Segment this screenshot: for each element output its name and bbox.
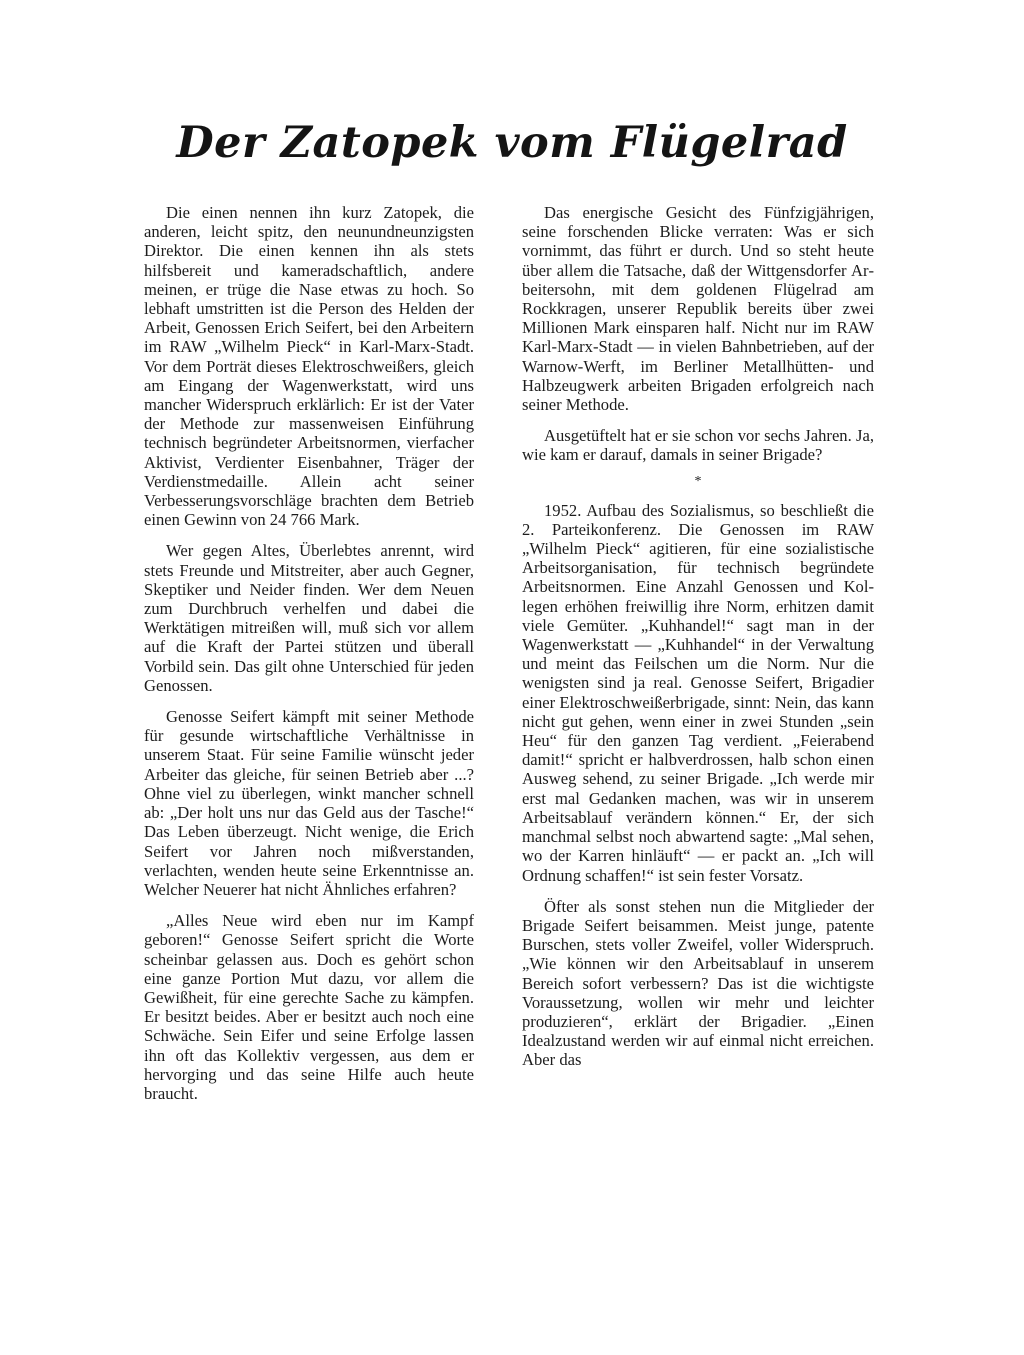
paragraph: Wer gegen Altes, Überlebtes anrennt, wird stets Freunde und Mitstreiter, aber auch Gegner, Skeptiker und Neider finden. Wer dem Neuen zum Durchbruch verhelfen und dabei die Werktätigen mitreißen will, muß sich vor allem auf die Kraft der Partei stützen und überall Vorbild sein. Das gilt ohne Unterschied für jeden Genossen. [144, 541, 474, 695]
paragraph: Das energische Gesicht des Fünfzigjährigen, seine forschenden Blicke verraten: Was er sich vornimmt, das führt er durch. Und so steht heute über allem die Tatsache, daß der Wittgensdorfer Arbeitersohn, mit dem goldenen Flügelrad am Rockkragen, unserer Republik bereits über zwei Millionen Mark einsparen half. Nicht nur im RAW Karl-Marx-Stadt — in vielen Bahnbetrieben, auf der Warnow-Werft, im Berliner Metallhütten- und Halbzeugwerk arbeiten Brigaden erfolgreich nach seiner Methode. [522, 203, 874, 415]
paragraph: Die einen nennen ihn kurz Zatopek, die anderen, leicht spitz, den neunundneunzigsten Direktor. Die einen kennen ihn als stets hilfsbereit und kameradschaftlich, andere meinen, er trüge die Nase etwas zu hoch. So lebhaft umstritten ist die Person des Helden der Arbeit, Genossen Erich Seifert, bei den Arbeitern im RAW „Wilhelm Pieck“ in Karl-Marx-Stadt. Vor dem Porträt dieses Elektroschweißers, gleich am Eingang der Wagenwerkstatt, wird uns mancher Widerspruch erklärlich: Er ist der Vater der Methode zur massenweisen Einführung technisch begründeter Arbeitsnormen, vierfacher Aktivist, Verdienter Eisenbahner, Träger der Verdienstmedaille. Allein acht seiner Verbesserungsvorschläge brachten dem Betrieb einen Gewinn von 24 766 Mark. [144, 203, 474, 530]
paragraph: Ausgetüftelt hat er sie schon vor sechs Jahren. Ja, wie kam er darauf, damals in seiner Brigade? [522, 426, 874, 465]
paragraph: Genosse Seifert kämpft mit seiner Methode für gesunde wirtschaftliche Verhältnisse in unserem Staat. Für seine Familie wünscht jeder Arbeiter das gleiche, für seinen Betrieb aber ...? Ohne viel zu überlegen, winkt mancher schnell ab: „Der holt uns nur das Geld aus der Tasche!“ Das Leben überzeugt. Nicht wenige, die Erich Seifert vor Jahren noch mißverstanden, verlachten, wenden heute seine Erkenntnisse an. Welcher Neuerer hat nicht Ähnliches erfahren? [144, 707, 474, 899]
paragraph: „Alles Neue wird eben nur im Kampf geboren!“ Genosse Seifert spricht die Worte scheinbar gelassen aus. Doch es gehört schon eine ganze Portion Mut dazu, vor allem die Gewißheit, für eine gerechte Sache zu kämpfen. Er besitzt beides. Aber er besitzt auch noch eine Schwäche. Sein Eifer und seine Erfolge lassen ihn oft das Kollektiv vergessen, aus dem er hervorging und das seine Hilfe auch heute braucht. [144, 911, 474, 1103]
paragraph: 1952. Aufbau des Sozialismus, so beschließt die 2. Parteikonferenz. Die Genossen im RAW „Wilhelm Pieck“ agitieren, für eine sozialistische Arbeitsorganisation, für technisch begründete Arbeitsnormen. Eine Anzahl Genossen und Kollegen erhöhen freiwillig ihre Norm, erhitzen damit viele Gemüter. „Kuhhandel!“ sagt man in der Wagenwerkstatt — „Kuhhandel“ in der Verwaltung und meint das Feilschen um die Norm. Nur die wenigsten sind ja real. Genosse Seifert, Brigadier einer Elektroschweißerbrigade, sinnt: Nein, das kann nicht gut gehen, wenn einer in zwei Stunden „sein Heu“ für den ganzen Tag verdient. „Feierabend damit!“ spricht er halbverdrossen, halb schon einen Ausweg sehend, zu seiner Brigade. „Ich werde mir erst mal Gedanken machen, was wir in unserem Arbeitsablauf verändern können.“ Er, der sich manchmal selbst noch abwartend sagte: „Mal sehen, wo der Karren hinläuft“ — er packt an. „Ich will Ordnung schaffen!“ ist sein fester Vorsatz. [522, 500, 874, 885]
left-column [144, 203, 474, 1115]
paragraph: Öfter als sonst stehen nun die Mitglieder der Brigade Seifert beisammen. Meist junge, patente Burschen, stets voller Zweifel, voller Widerspruch. „Wie können wir den Arbeitsablauf in unserem Bereich sofort verbessern? Das ist die wichtigste Voraussetzung, wollen wir mehr und leichter produzieren“, erklärt der Brigadier. „Einen Idealzustand werden wir auf einmal nicht erreichen. Aber das [522, 896, 874, 1070]
section-separator: * [694, 473, 702, 489]
right-column [522, 203, 874, 1082]
article-title: Der Zatopek vom Flügelrad [176, 118, 848, 168]
